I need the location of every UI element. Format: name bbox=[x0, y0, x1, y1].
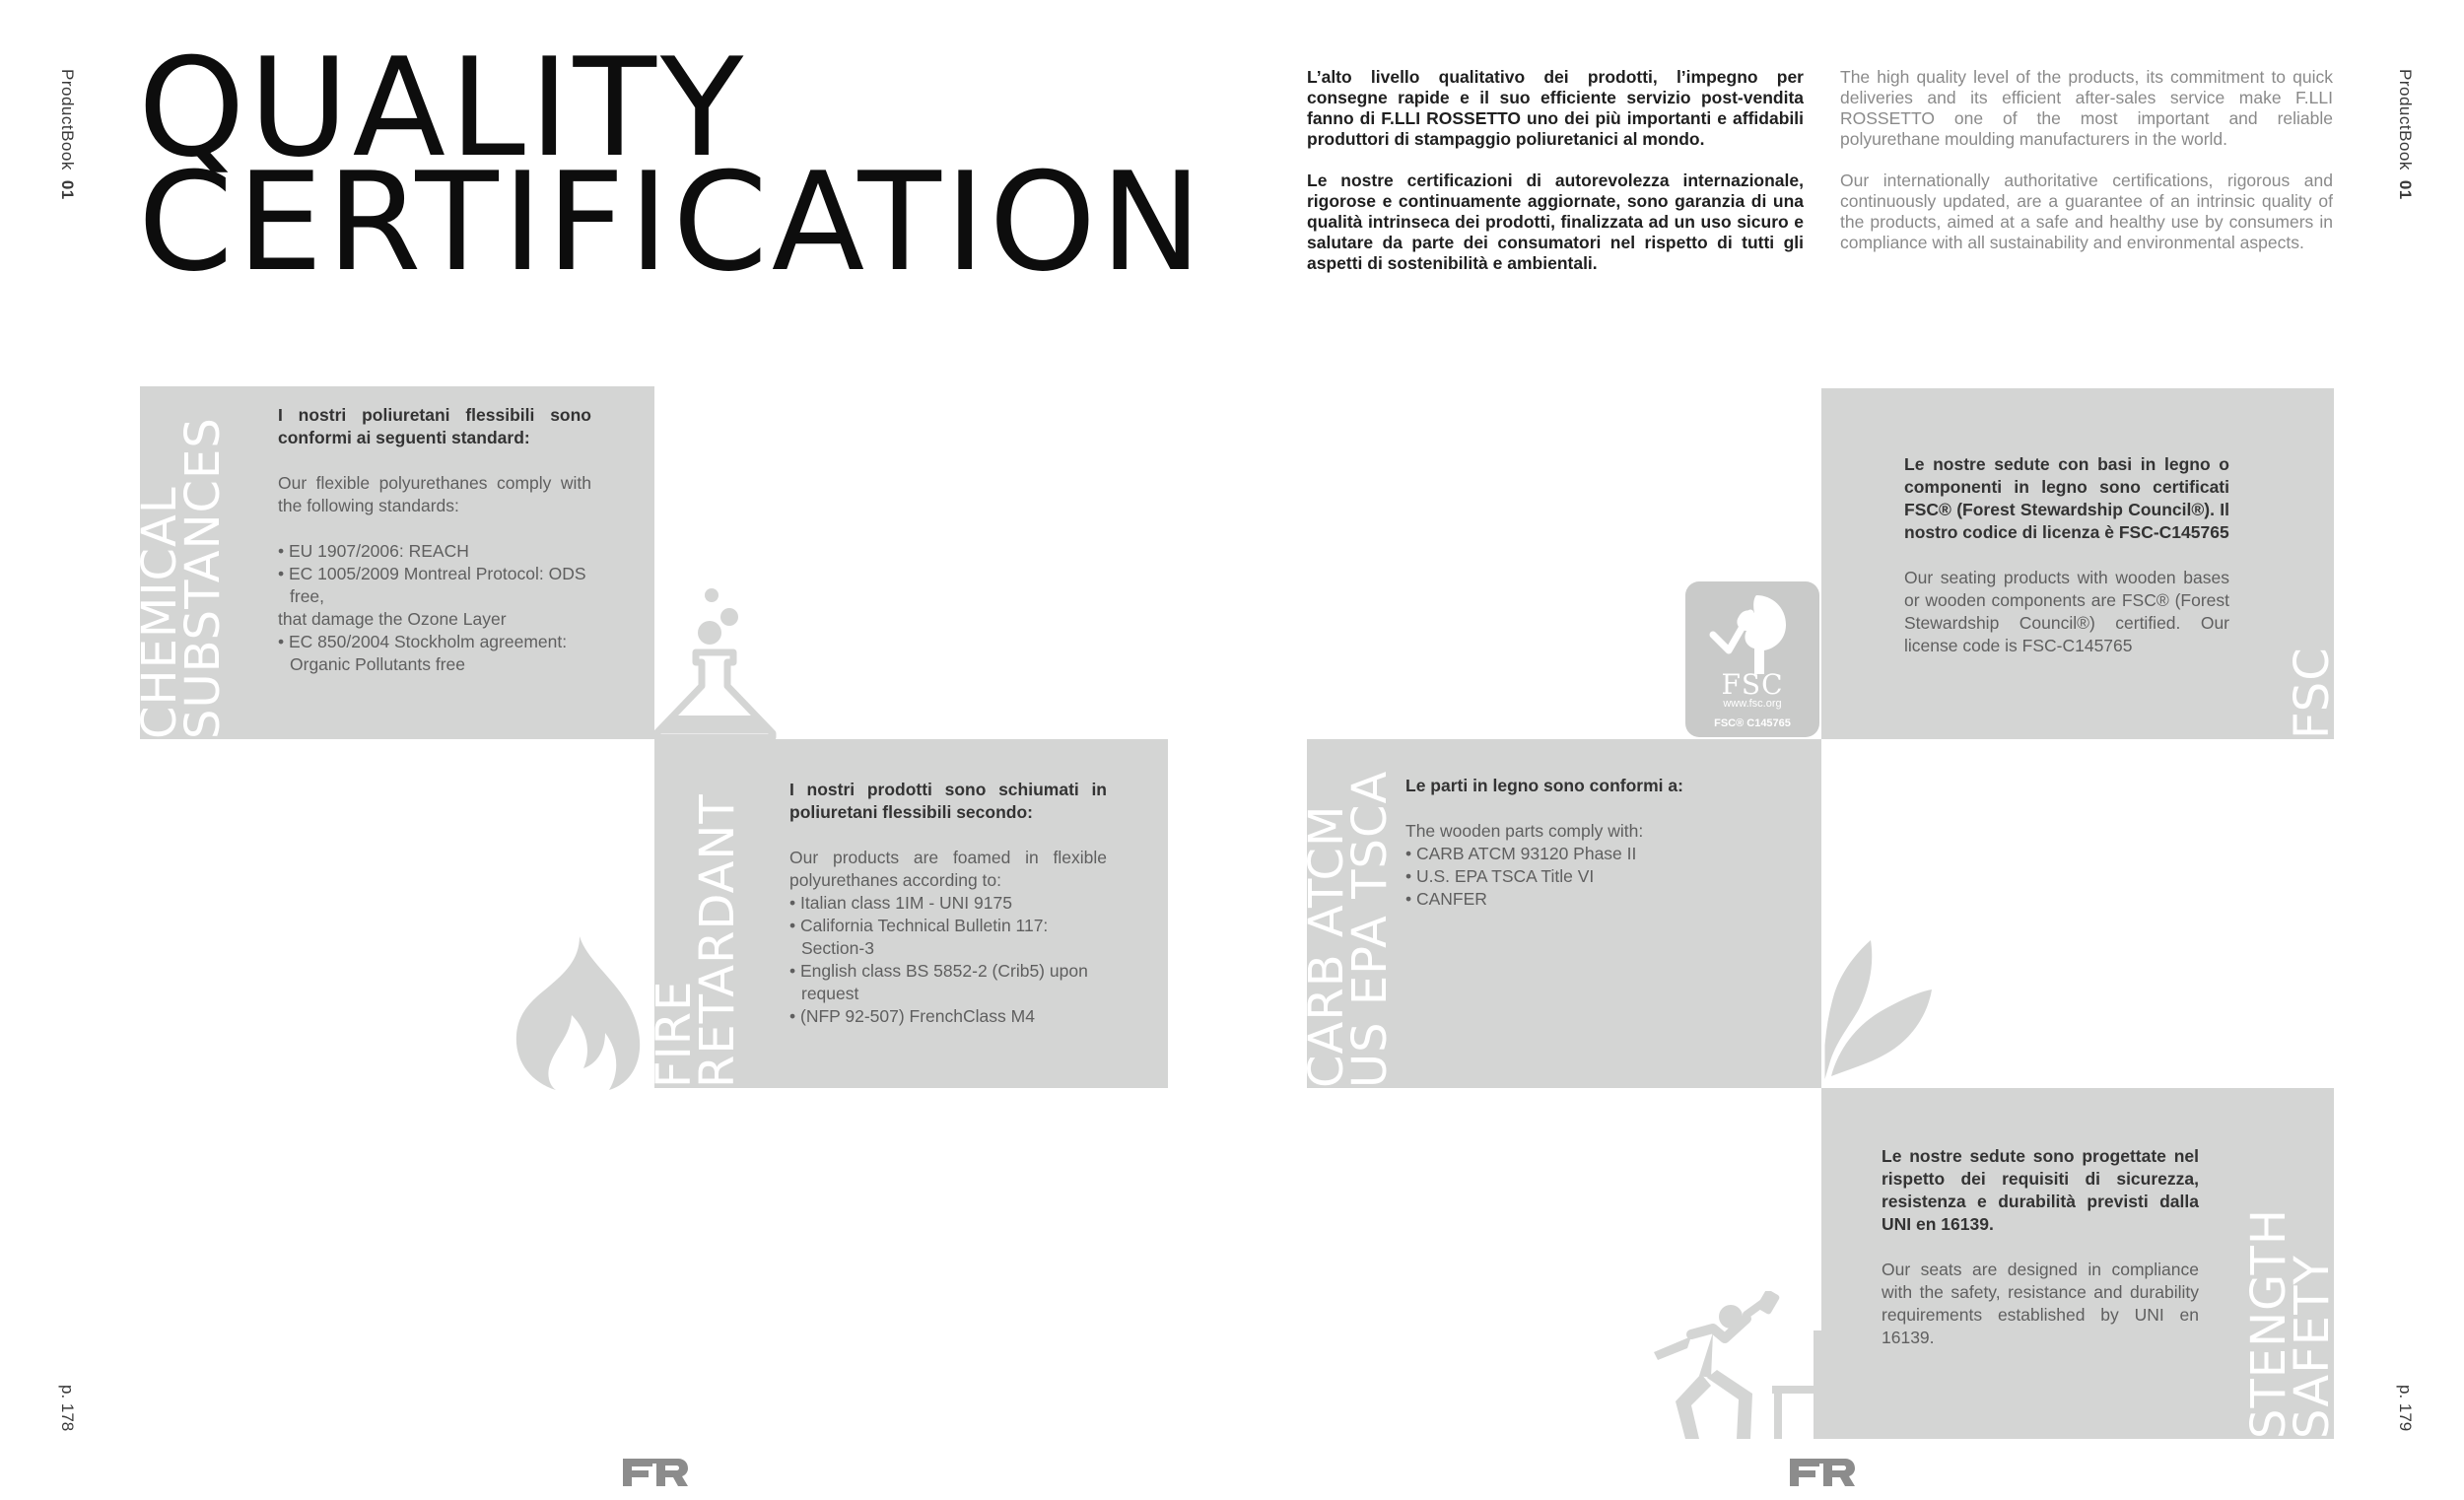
left-marker-number: 01 bbox=[58, 179, 77, 200]
fire-english: Our products are foamed in flexible polyurethanes according to: bbox=[789, 848, 1107, 890]
chemical-item: • EU 1907/2006: REACH bbox=[278, 541, 469, 561]
chemical-text bbox=[278, 404, 591, 676]
tree-check-icon bbox=[1707, 591, 1798, 676]
fsc-box bbox=[1821, 388, 2340, 739]
fsc-logo-url: www.fsc.org bbox=[1723, 698, 1782, 710]
safety-text bbox=[1882, 1145, 2199, 1349]
chemical-substances-box bbox=[132, 386, 654, 739]
fsc-text bbox=[1904, 453, 2229, 657]
carb-item: • CANFER bbox=[1405, 889, 1487, 909]
chemical-label-line1: CHEMICAL bbox=[132, 486, 187, 739]
carb-label bbox=[1299, 770, 1398, 1088]
left-marker-label: ProductBook bbox=[58, 69, 77, 170]
fire-label-line2: RETARDANT bbox=[690, 793, 745, 1088]
fsc-label bbox=[2285, 647, 2340, 739]
intro-italian-p2: Le nostre certificazioni di autorevolezza internazionale, rigorose e continuamente aggiornate, sono garanzia di una qualità intrinseca dei prodotti, finalizzata ad un uso sicuro e salutare da parte dei consumatori nel rispetto di tutti gli aspetti di sostenibilità e ambientali. bbox=[1307, 170, 1804, 273]
strength-safety-box bbox=[1821, 1088, 2340, 1439]
title-line-2: CERTIFICATION bbox=[138, 143, 1206, 302]
fsc-logo-code: FSC® C145765 bbox=[1714, 717, 1791, 729]
right-marker-number: 01 bbox=[2396, 179, 2415, 200]
leaf-icon bbox=[1819, 936, 1934, 1084]
right-section-marker bbox=[2395, 69, 2415, 200]
safety-english: Our seats are designed in compliance with the safety, resistance and durability requirements established by UNI en 16139. bbox=[1882, 1260, 2199, 1347]
page-title bbox=[138, 29, 1206, 302]
fr-logo bbox=[1790, 1459, 1855, 1486]
chemical-label bbox=[132, 417, 231, 739]
carb-label-line2: US EPA TSCA bbox=[1342, 770, 1398, 1088]
fire-retardant-box bbox=[647, 739, 1168, 1088]
flask-icon bbox=[652, 587, 777, 739]
carb-text bbox=[1405, 775, 1741, 911]
safety-lead: Le nostre sedute sono progettate nel rispetto dei requisiti di sicurezza, resistenza e durabilità previsti dalla UNI en 16139. bbox=[1882, 1146, 2199, 1234]
fire-lead: I nostri prodotti sono schiumati in poliuretani flessibili secondo: bbox=[789, 780, 1107, 822]
fsc-logo-name: FSC bbox=[1721, 668, 1784, 701]
chemical-item: • EC 1005/2009 Montreal Protocol: ODS free, bbox=[278, 564, 586, 606]
carb-english: The wooden parts comply with: bbox=[1405, 821, 1644, 841]
chemical-item: • EC 850/2004 Stockholm agreement: Organic Pollutants free bbox=[278, 632, 568, 674]
fire-item: • English class BS 5852-2 (Crib5) upon request bbox=[789, 961, 1088, 1003]
chemical-item: that damage the Ozone Layer bbox=[278, 609, 507, 629]
carb-item: • U.S. EPA TSCA Title VI bbox=[1405, 866, 1595, 886]
carb-item: • CARB ATCM 93120 Phase II bbox=[1405, 844, 1637, 863]
fire-item: • (NFP 92-507) FrenchClass M4 bbox=[789, 1006, 1035, 1026]
carb-list bbox=[1405, 843, 1741, 911]
fire-label bbox=[647, 793, 745, 1088]
carb-lead: Le parti in legno sono conformi a: bbox=[1405, 776, 1683, 795]
carb-label-line1: CARB ATCM bbox=[1299, 804, 1354, 1088]
intro-english bbox=[1840, 67, 2333, 274]
intro-italian bbox=[1307, 67, 1804, 295]
page-number-left: p. 178 bbox=[58, 1385, 77, 1432]
fsc-label-line1: FSC bbox=[2285, 647, 2340, 739]
chemical-label-line2: SUBSTANCES bbox=[175, 417, 231, 739]
chemical-list bbox=[278, 540, 591, 676]
left-section-marker bbox=[57, 69, 77, 200]
chemical-english: Our flexible polyurethanes comply with the following standards: bbox=[278, 473, 591, 515]
intro-italian-p1: L’alto livello qualitativo dei prodotti, l’impegno per consegne rapide e il suo efficiente servizio post-vendita fanno di F.LLI ROSSETTO uno dei più importanti e affidabili produttori di stampaggio poliuretanici al mondo. bbox=[1307, 67, 1804, 149]
intro-english-p2: Our internationally authoritative certifications, rigorous and continuously updated, are a guarantee of an intrinsic quality of the products, aimed at a safe and healthy use by consumers in compliance with all sustainability and environmental aspects. bbox=[1840, 170, 2333, 252]
chemical-lead: I nostri poliuretani flessibili sono conformi ai seguenti standard: bbox=[278, 405, 591, 447]
title-line-1: QUALITY bbox=[138, 29, 748, 187]
fr-logo bbox=[623, 1459, 688, 1486]
page-number-right: p. 179 bbox=[2396, 1385, 2415, 1432]
fsc-logo bbox=[1685, 581, 1819, 737]
safety-label-line1: STENGTH bbox=[2241, 1208, 2296, 1439]
load-test-icon bbox=[1652, 1291, 1827, 1439]
fsc-english: Our seating products with wooden bases or wooden components are FSC® (Forest Stewardship Council®) certified. Our license code is FSC-C145765 bbox=[1904, 568, 2229, 655]
safety-label bbox=[2241, 1208, 2340, 1439]
fire-list bbox=[789, 892, 1107, 1028]
intro-english-p1: The high quality level of the products, its commitment to quick deliveries and its efficient after-sales service make F.LLI ROSSETTO one of the most important and reliable polyurethane moulding manufacturers in the world. bbox=[1840, 67, 2333, 149]
flame-icon bbox=[511, 934, 654, 1092]
safety-label-line2: SAFETY bbox=[2285, 1255, 2340, 1439]
fire-text bbox=[789, 779, 1107, 1028]
fire-label-line1: FIRE bbox=[647, 980, 702, 1088]
fsc-lead: Le nostre sedute con basi in legno o componenti in legno sono certificati FSC® (Forest Stewardship Council®). Il nostro codice di licenza è FSC-C145765 bbox=[1904, 454, 2229, 542]
right-marker-label: ProductBook bbox=[2396, 69, 2415, 170]
fire-item: • Italian class 1IM - UNI 9175 bbox=[789, 893, 1012, 913]
carb-box bbox=[1299, 739, 1821, 1088]
fire-item: • California Technical Bulletin 117: Section-3 bbox=[789, 916, 1049, 958]
